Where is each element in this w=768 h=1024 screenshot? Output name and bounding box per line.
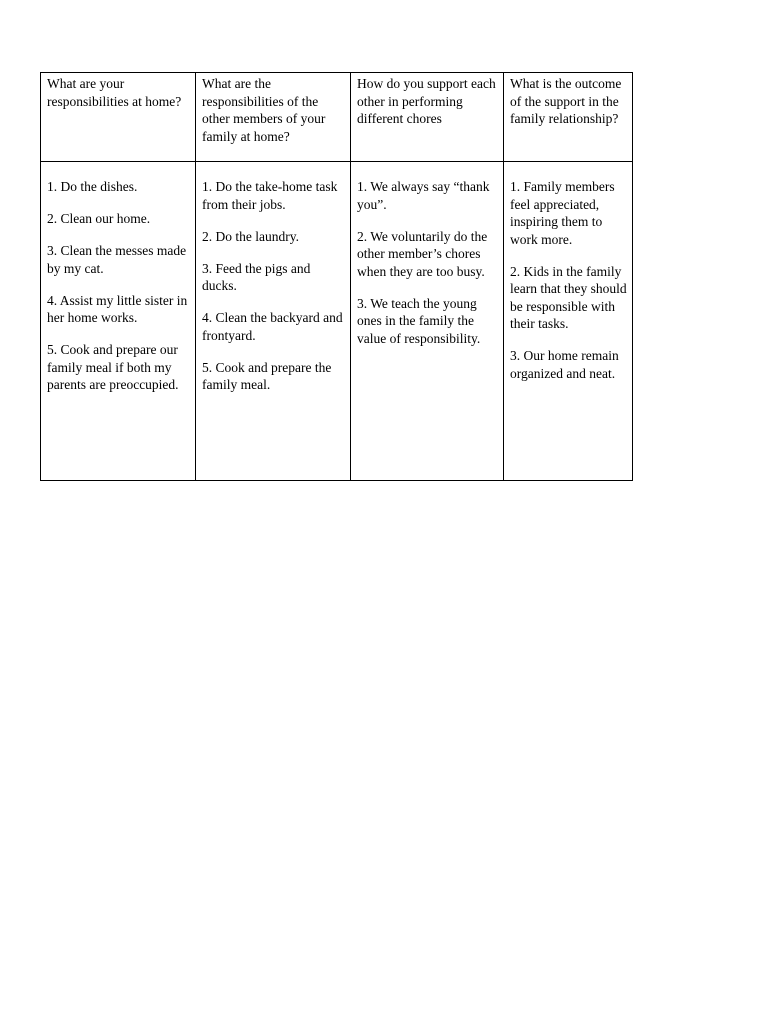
list-item: 1. Family members feel appreciated, inspiring them to work more. (510, 179, 615, 247)
body-cell-family-responsibilities (196, 162, 351, 481)
body-cell-support-outcome (504, 162, 633, 481)
header-cell-support-outcome: What is the outcome of the support in the family relationship? (504, 73, 633, 162)
list-item: 4. Clean the backyard and frontyard. (202, 310, 343, 343)
list-item: 5. Cook and prepare our family meal if both my parents are preoccupied. (47, 342, 179, 392)
list-item: 1. Do the take-home task from their jobs. (202, 179, 338, 212)
header-cell-family-responsibilities: What are the responsibilities of the other members of your family at home? (196, 73, 351, 162)
list-item: 2. Kids in the family learn that they should be responsible with their tasks. (510, 263, 627, 331)
list-item: 5. Cook and prepare the family meal. (202, 359, 332, 392)
header-cell-own-responsibilities: What are your responsibilities at home? (41, 73, 196, 162)
list-item: 1. We always say “thank you”. (357, 179, 490, 212)
header-row (41, 73, 633, 162)
list-item: 2. Clean our home. (47, 211, 151, 226)
list-item: 2. We voluntarily do the other member’s chores when they are too busy. (357, 228, 488, 279)
list-item: 3. Our home remain organized and neat. (510, 348, 619, 381)
list-item: 1. Do the dishes. (47, 179, 138, 194)
list-item: 3. Feed the pigs and ducks. (202, 260, 311, 293)
body-cell-mutual-support (351, 162, 504, 481)
list-item: 4. Assist my little sister in her home works. (47, 292, 188, 325)
header-cell-mutual-support: How do you support each other in performing different chores (351, 73, 504, 162)
list-item: 2. Do the laundry. (202, 228, 299, 244)
table-row (41, 162, 633, 481)
responsibilities-table (40, 72, 633, 481)
table-body (41, 162, 633, 481)
table-header (41, 73, 633, 162)
list-item: 3. Clean the messes made by my cat. (47, 243, 187, 276)
body-cell-own-responsibilities (41, 162, 196, 481)
list-item: 3. We teach the young ones in the family the value of responsibility. (357, 295, 481, 346)
